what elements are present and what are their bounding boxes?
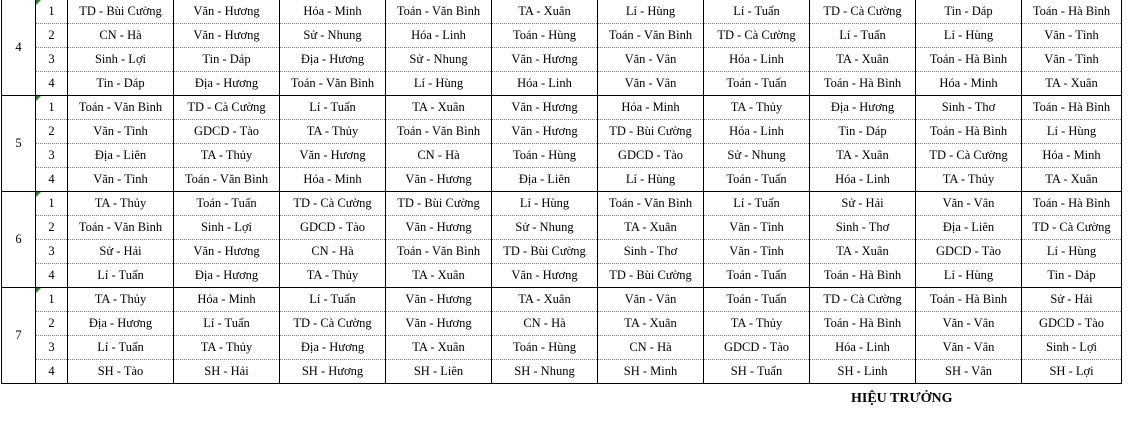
schedule-cell: Toán - Hà Bình [1022,192,1122,216]
schedule-cell: GDCD - Tào [704,336,810,360]
schedule-cell: Toán - Tuấn [704,288,810,312]
schedule-cell: Lí - Hùng [1022,120,1122,144]
timetable-body [2,0,1122,384]
schedule-cell: SH - Minh [598,360,704,384]
schedule-cell: Hóa - Linh [704,120,810,144]
schedule-cell: Sử - Nhung [280,24,386,48]
schedule-cell: TD - Cà Cường [810,0,916,24]
day-label: 5 [2,96,36,192]
schedule-cell: TD - Cà Cường [280,192,386,216]
table-row [2,0,1122,24]
schedule-cell: Lí - Tuấn [68,264,174,288]
schedule-cell: Toán - Văn Bình [68,216,174,240]
schedule-cell: TD - Cà Cường [916,144,1022,168]
schedule-cell: TA - Xuân [492,288,598,312]
schedule-cell: Địa - Hương [810,96,916,120]
schedule-cell: Sử - Hải [68,240,174,264]
schedule-cell: TA - Xuân [810,144,916,168]
period-number: 2 [36,24,68,48]
period-number: 2 [36,312,68,336]
schedule-cell: Lí - Hùng [598,0,704,24]
schedule-cell: Toán - Hùng [492,144,598,168]
period-number: 4 [36,72,68,96]
schedule-cell: SH - Tào [68,360,174,384]
schedule-cell: CN - Hà [492,312,598,336]
signature-label: HIỆU TRƯỞNG [851,391,953,406]
schedule-cell: TA - Thủy [68,192,174,216]
period-number: 2 [36,120,68,144]
schedule-cell: Toán - Văn Bình [598,24,704,48]
schedule-cell: Văn - Vân [916,312,1022,336]
schedule-cell: Văn - Hương [174,0,280,24]
schedule-cell: TA - Xuân [386,336,492,360]
schedule-cell: Văn - Hương [492,264,598,288]
schedule-cell: Lí - Hùng [492,192,598,216]
schedule-cell: Địa - Hương [68,312,174,336]
schedule-cell: Tin - Dáp [916,0,1022,24]
schedule-cell: Toán - Hà Bình [1022,0,1122,24]
cell-marker-icon [36,192,41,197]
schedule-cell: Văn - Hương [492,48,598,72]
schedule-cell: Toán - Tuấn [704,168,810,192]
schedule-cell: TA - Xuân [1022,168,1122,192]
schedule-cell: Hóa - Minh [1022,144,1122,168]
schedule-cell: SH - Vân [916,360,1022,384]
schedule-cell: Lí - Hùng [598,168,704,192]
schedule-cell: Văn - Hương [492,120,598,144]
schedule-cell: Toán - Hà Bình [916,120,1022,144]
schedule-cell: TD - Bùi Cường [492,240,598,264]
schedule-cell: TD - Cà Cường [704,24,810,48]
schedule-cell: Hóa - Linh [492,72,598,96]
schedule-cell: Toán - Văn Bình [386,120,492,144]
schedule-cell: Tin - Dáp [174,48,280,72]
schedule-cell: TD - Bùi Cường [68,0,174,24]
schedule-cell: GDCD - Tào [598,144,704,168]
schedule-cell: TA - Xuân [810,240,916,264]
schedule-cell: Toán - Hùng [492,24,598,48]
schedule-cell: TA - Xuân [598,312,704,336]
period-number: 1 [36,288,68,312]
schedule-cell: Tin - Dáp [68,72,174,96]
schedule-cell: Sinh - Thơ [598,240,704,264]
schedule-cell: Văn - Vân [598,288,704,312]
period-number: 4 [36,264,68,288]
schedule-cell: Toán - Hà Bình [810,264,916,288]
schedule-cell: Toán - Tuấn [704,72,810,96]
schedule-cell: Văn - Tình [704,240,810,264]
period-number: 3 [36,144,68,168]
schedule-cell: Toán - Hà Bình [916,288,1022,312]
schedule-cell: Văn - Vân [598,48,704,72]
schedule-cell: Lí - Hùng [916,24,1022,48]
schedule-cell: Văn - Vân [598,72,704,96]
period-number: 3 [36,240,68,264]
cell-marker-icon [36,288,41,293]
schedule-cell: Hóa - Minh [280,168,386,192]
schedule-cell: TA - Xuân [386,96,492,120]
schedule-cell: Lí - Tuấn [280,96,386,120]
schedule-cell: Văn - Hương [386,216,492,240]
schedule-cell: Sinh - Thơ [810,216,916,240]
schedule-cell: SH - Hương [280,360,386,384]
schedule-cell: SH - Tuấn [704,360,810,384]
period-number: 3 [36,48,68,72]
table-row [2,144,1122,168]
period-number: 1 [36,0,68,24]
schedule-cell: Toán - Văn Bình [598,192,704,216]
schedule-cell: Văn - Vân [916,192,1022,216]
schedule-cell: Văn - Tình [1022,24,1122,48]
day-label: 6 [2,192,36,288]
schedule-cell: SH - Linh [810,360,916,384]
table-row [2,312,1122,336]
schedule-cell: Hóa - Minh [598,96,704,120]
schedule-cell: TA - Thủy [174,144,280,168]
schedule-cell: Toán - Văn Bình [280,72,386,96]
table-row [2,72,1122,96]
schedule-cell: Địa - Hương [174,72,280,96]
schedule-cell: Sinh - Lợi [68,48,174,72]
table-row [2,24,1122,48]
schedule-cell: TD - Bùi Cường [598,120,704,144]
schedule-cell: Sử - Nhung [386,48,492,72]
schedule-cell: SH - Nhung [492,360,598,384]
period-number: 3 [36,336,68,360]
day-label: 4 [2,0,36,96]
schedule-cell: Toán - Văn Bình [386,240,492,264]
period-number: 1 [36,192,68,216]
table-row [2,240,1122,264]
schedule-cell: GDCD - Tào [916,240,1022,264]
schedule-cell: Địa - Liên [68,144,174,168]
table-row [2,48,1122,72]
schedule-cell: TA - Xuân [386,264,492,288]
schedule-cell: Địa - Liên [916,216,1022,240]
schedule-cell: Hóa - Linh [386,24,492,48]
schedule-cell: Lí - Tuấn [810,24,916,48]
table-row [2,168,1122,192]
schedule-cell: Tin - Dáp [810,120,916,144]
schedule-cell: Toán - Văn Bình [174,168,280,192]
schedule-cell: TA - Thủy [280,264,386,288]
schedule-cell: Hóa - Linh [704,48,810,72]
schedule-cell: SH - Liên [386,360,492,384]
schedule-cell: Sử - Nhung [492,216,598,240]
day-label: 7 [2,288,36,384]
schedule-cell: Văn - Hương [492,96,598,120]
schedule-cell: Toán - Văn Bình [68,96,174,120]
schedule-cell: CN - Hà [598,336,704,360]
schedule-cell: TD - Cà Cường [810,288,916,312]
schedule-cell: Toán - Tuấn [704,264,810,288]
schedule-cell: Toán - Văn Bình [386,0,492,24]
schedule-cell: CN - Hà [386,144,492,168]
schedule-cell: Toán - Hà Bình [1022,96,1122,120]
table-row [2,96,1122,120]
schedule-cell: TD - Cà Cường [174,96,280,120]
schedule-cell: Văn - Hương [174,24,280,48]
schedule-cell: Sinh - Lợi [174,216,280,240]
schedule-cell: Lí - Tuấn [704,0,810,24]
schedule-cell: Sử - Hải [1022,288,1122,312]
table-row [2,192,1122,216]
schedule-cell: Lí - Tuấn [68,336,174,360]
cell-marker-icon [36,96,41,101]
schedule-cell: Địa - Hương [174,264,280,288]
table-row [2,336,1122,360]
period-number: 1 [36,96,68,120]
schedule-cell: Lí - Tuấn [174,312,280,336]
schedule-cell: TA - Thủy [704,96,810,120]
schedule-cell: GDCD - Tào [174,120,280,144]
cell-marker-icon [36,0,41,5]
schedule-cell: Địa - Liên [492,168,598,192]
schedule-cell: Địa - Hương [280,336,386,360]
schedule-cell: SH - Hải [174,360,280,384]
schedule-cell: Lí - Hùng [386,72,492,96]
timetable [1,0,1122,384]
schedule-cell: TA - Xuân [1022,72,1122,96]
schedule-cell: TA - Thủy [916,168,1022,192]
schedule-cell: TA - Xuân [810,48,916,72]
schedule-cell: TD - Bùi Cường [598,264,704,288]
schedule-cell: TA - Thủy [704,312,810,336]
schedule-cell: TA - Xuân [598,216,704,240]
schedule-cell: Hóa - Minh [280,0,386,24]
table-row [2,120,1122,144]
schedule-cell: Lí - Hùng [916,264,1022,288]
period-number: 2 [36,216,68,240]
schedule-cell: Sinh - Thơ [916,96,1022,120]
schedule-cell: Lí - Tuấn [280,288,386,312]
period-number: 4 [36,360,68,384]
schedule-cell: Toán - Tuấn [174,192,280,216]
schedule-cell: TD - Bùi Cường [386,192,492,216]
schedule-cell: Toán - Hà Bình [916,48,1022,72]
schedule-cell: Sử - Nhung [704,144,810,168]
schedule-cell: Văn - Vân [916,336,1022,360]
schedule-cell: CN - Hà [68,24,174,48]
schedule-cell: GDCD - Tào [1022,312,1122,336]
schedule-cell: CN - Hà [280,240,386,264]
schedule-cell: Văn - Hương [174,240,280,264]
schedule-cell: TA - Thủy [68,288,174,312]
schedule-cell: Hóa - Linh [810,336,916,360]
schedule-cell: Lí - Hùng [1022,240,1122,264]
schedule-cell: Hóa - Linh [810,168,916,192]
schedule-cell: GDCD - Tào [280,216,386,240]
schedule-cell: TD - Cà Cường [1022,216,1122,240]
schedule-cell: Văn - Tình [704,216,810,240]
table-row [2,216,1122,240]
schedule-cell: Tin - Dáp [1022,264,1122,288]
schedule-cell: TA - Thủy [174,336,280,360]
schedule-cell: TA - Thủy [280,120,386,144]
schedule-cell: Toán - Hà Bình [810,312,916,336]
schedule-cell: Văn - Hương [280,144,386,168]
schedule-cell: Địa - Hương [280,48,386,72]
table-row [2,288,1122,312]
schedule-cell: Văn - Hương [386,288,492,312]
table-row [2,264,1122,288]
schedule-cell: Sử - Hải [810,192,916,216]
schedule-cell: Văn - Tình [1022,48,1122,72]
schedule-cell: Hóa - Minh [916,72,1022,96]
schedule-cell: Văn - Tình [68,120,174,144]
schedule-cell: Văn - Hương [386,168,492,192]
schedule-cell: Văn - Hương [386,312,492,336]
schedule-cell: TA - Xuân [492,0,598,24]
schedule-cell: SH - Lợi [1022,360,1122,384]
schedule-cell: Toán - Hà Bình [810,72,916,96]
schedule-cell: TD - Cà Cường [280,312,386,336]
schedule-cell: Văn - Tình [68,168,174,192]
period-number: 4 [36,168,68,192]
schedule-cell: Toán - Hùng [492,336,598,360]
schedule-cell: Hóa - Minh [174,288,280,312]
table-row [2,360,1122,384]
schedule-cell: Lí - Tuấn [704,192,810,216]
schedule-cell: Sinh - Lợi [1022,336,1122,360]
